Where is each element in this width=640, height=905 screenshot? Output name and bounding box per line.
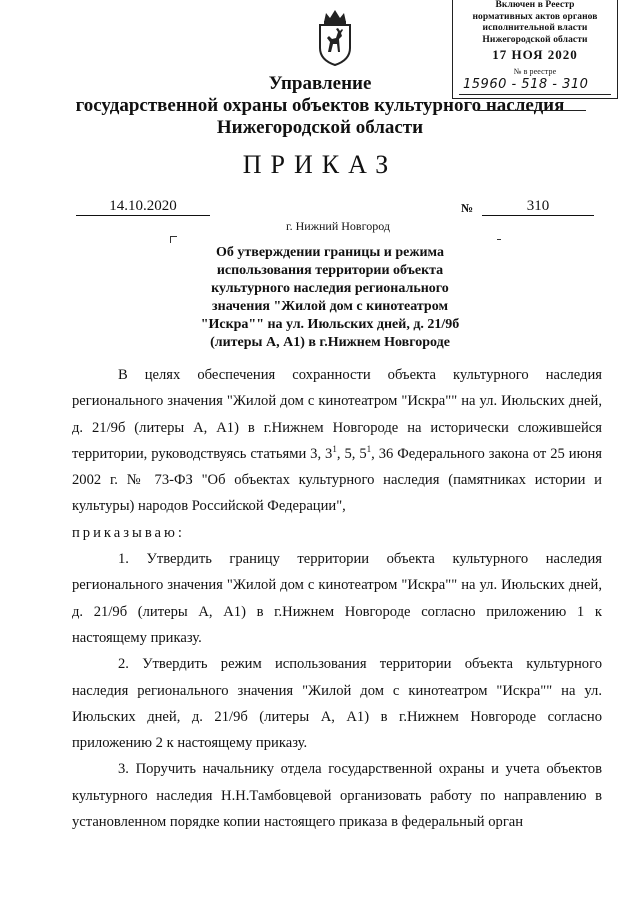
order-item-2: 2. Утвердить режим использования территории объекта культурного наследия регионального значения "Жилой дом с кинотеатром "Искра"" на ул. Июльских дней, д. 21/9б (литеры А, А1) в г.Нижнем Новгороде согласно приложению 2 к настоящему приказу. [72, 656, 602, 752]
superscript: 1 [366, 444, 372, 455]
order-verb: приказываю: [72, 524, 185, 541]
subject-corner-mark [497, 239, 501, 242]
stamp-date: 17 НОЯ 2020 [492, 47, 578, 62]
org-name-line: Нижегородской области [216, 117, 424, 138]
order-date: 14.10.2020 [109, 198, 177, 214]
subject-line: Об утверждении границы и режима [216, 245, 444, 260]
document-type-title: ПРИКАЗ [242, 150, 398, 179]
subject-corner-mark [170, 236, 177, 243]
number-sign: № [461, 201, 474, 215]
coat-of-arms-icon [312, 8, 358, 68]
stamp-border-overlap [478, 110, 586, 111]
preamble-text: В целях обеспечения сохранности объекта культурного наследия регионального значения "Жилой дом с кинотеатром "Искра"" на ул. Июльских дней, д. 21/9б (литеры А, А1) в г.Нижнем Новгороде на исторически сложившейся территории, руководствуясь статьями 3, 3 [72, 367, 602, 462]
preamble-paragraph [72, 362, 602, 520]
superscript: 1 [332, 444, 337, 455]
preamble-text: , 5, 5 [336, 445, 367, 462]
order-item-3: 3. Поручить начальнику отдела государственной охраны и учета объектов культурного наследия Н.Н.Тамбовцевой организовать работу по направлению в установленном порядке копии настоящего приказа в федеральный орган [72, 761, 602, 831]
order-body [72, 362, 602, 835]
subject-line: "Искра"" на ул. Июльских дней, д. 21/9б [200, 317, 460, 332]
org-name-line: Управление [268, 73, 372, 94]
stamp-registry-number: 15960 - 518 - 310 [463, 77, 589, 92]
stamp-line: нормативных актов органов [472, 11, 598, 22]
order-number: 310 [526, 198, 550, 214]
org-name-line: государственной охраны объектов культурного наследия [75, 95, 565, 116]
stamp-line: Включен в Реестр [495, 0, 575, 10]
subject-line: культурного наследия регионального [211, 281, 449, 296]
subject-line: (литеры А, А1) в г.Нижнем Новгороде [210, 335, 450, 350]
number-underline [482, 215, 594, 216]
stamp-line: Нижегородской области [482, 34, 588, 45]
date-underline [76, 215, 210, 216]
subject-line: значения "Жилой дом с кинотеатром [212, 299, 448, 314]
order-subject [170, 244, 490, 352]
order-item-1: 1. Утвердить границу территории объекта культурного наследия регионального значения "Жилой дом с кинотеатром "Искра"" на ул. Июльских дней, д. 21/9б (литеры А, А1) в г.Нижнем Новгороде согласно приложению 1 к настоящему приказу. [72, 551, 602, 646]
preamble-text: , 36 Федерального закона от 25 июня 2002 г. № 73-ФЗ "Об объектах культурного наследия (памятниках истории и культуры) народов Российской Федерации", [72, 445, 602, 515]
city-label: г. Нижний Новгород [286, 219, 390, 233]
subject-line: использования территории объекта [216, 263, 444, 278]
stamp-registry-label: № в реестре [513, 67, 557, 76]
stamp-line: исполнительной власти [482, 23, 588, 33]
